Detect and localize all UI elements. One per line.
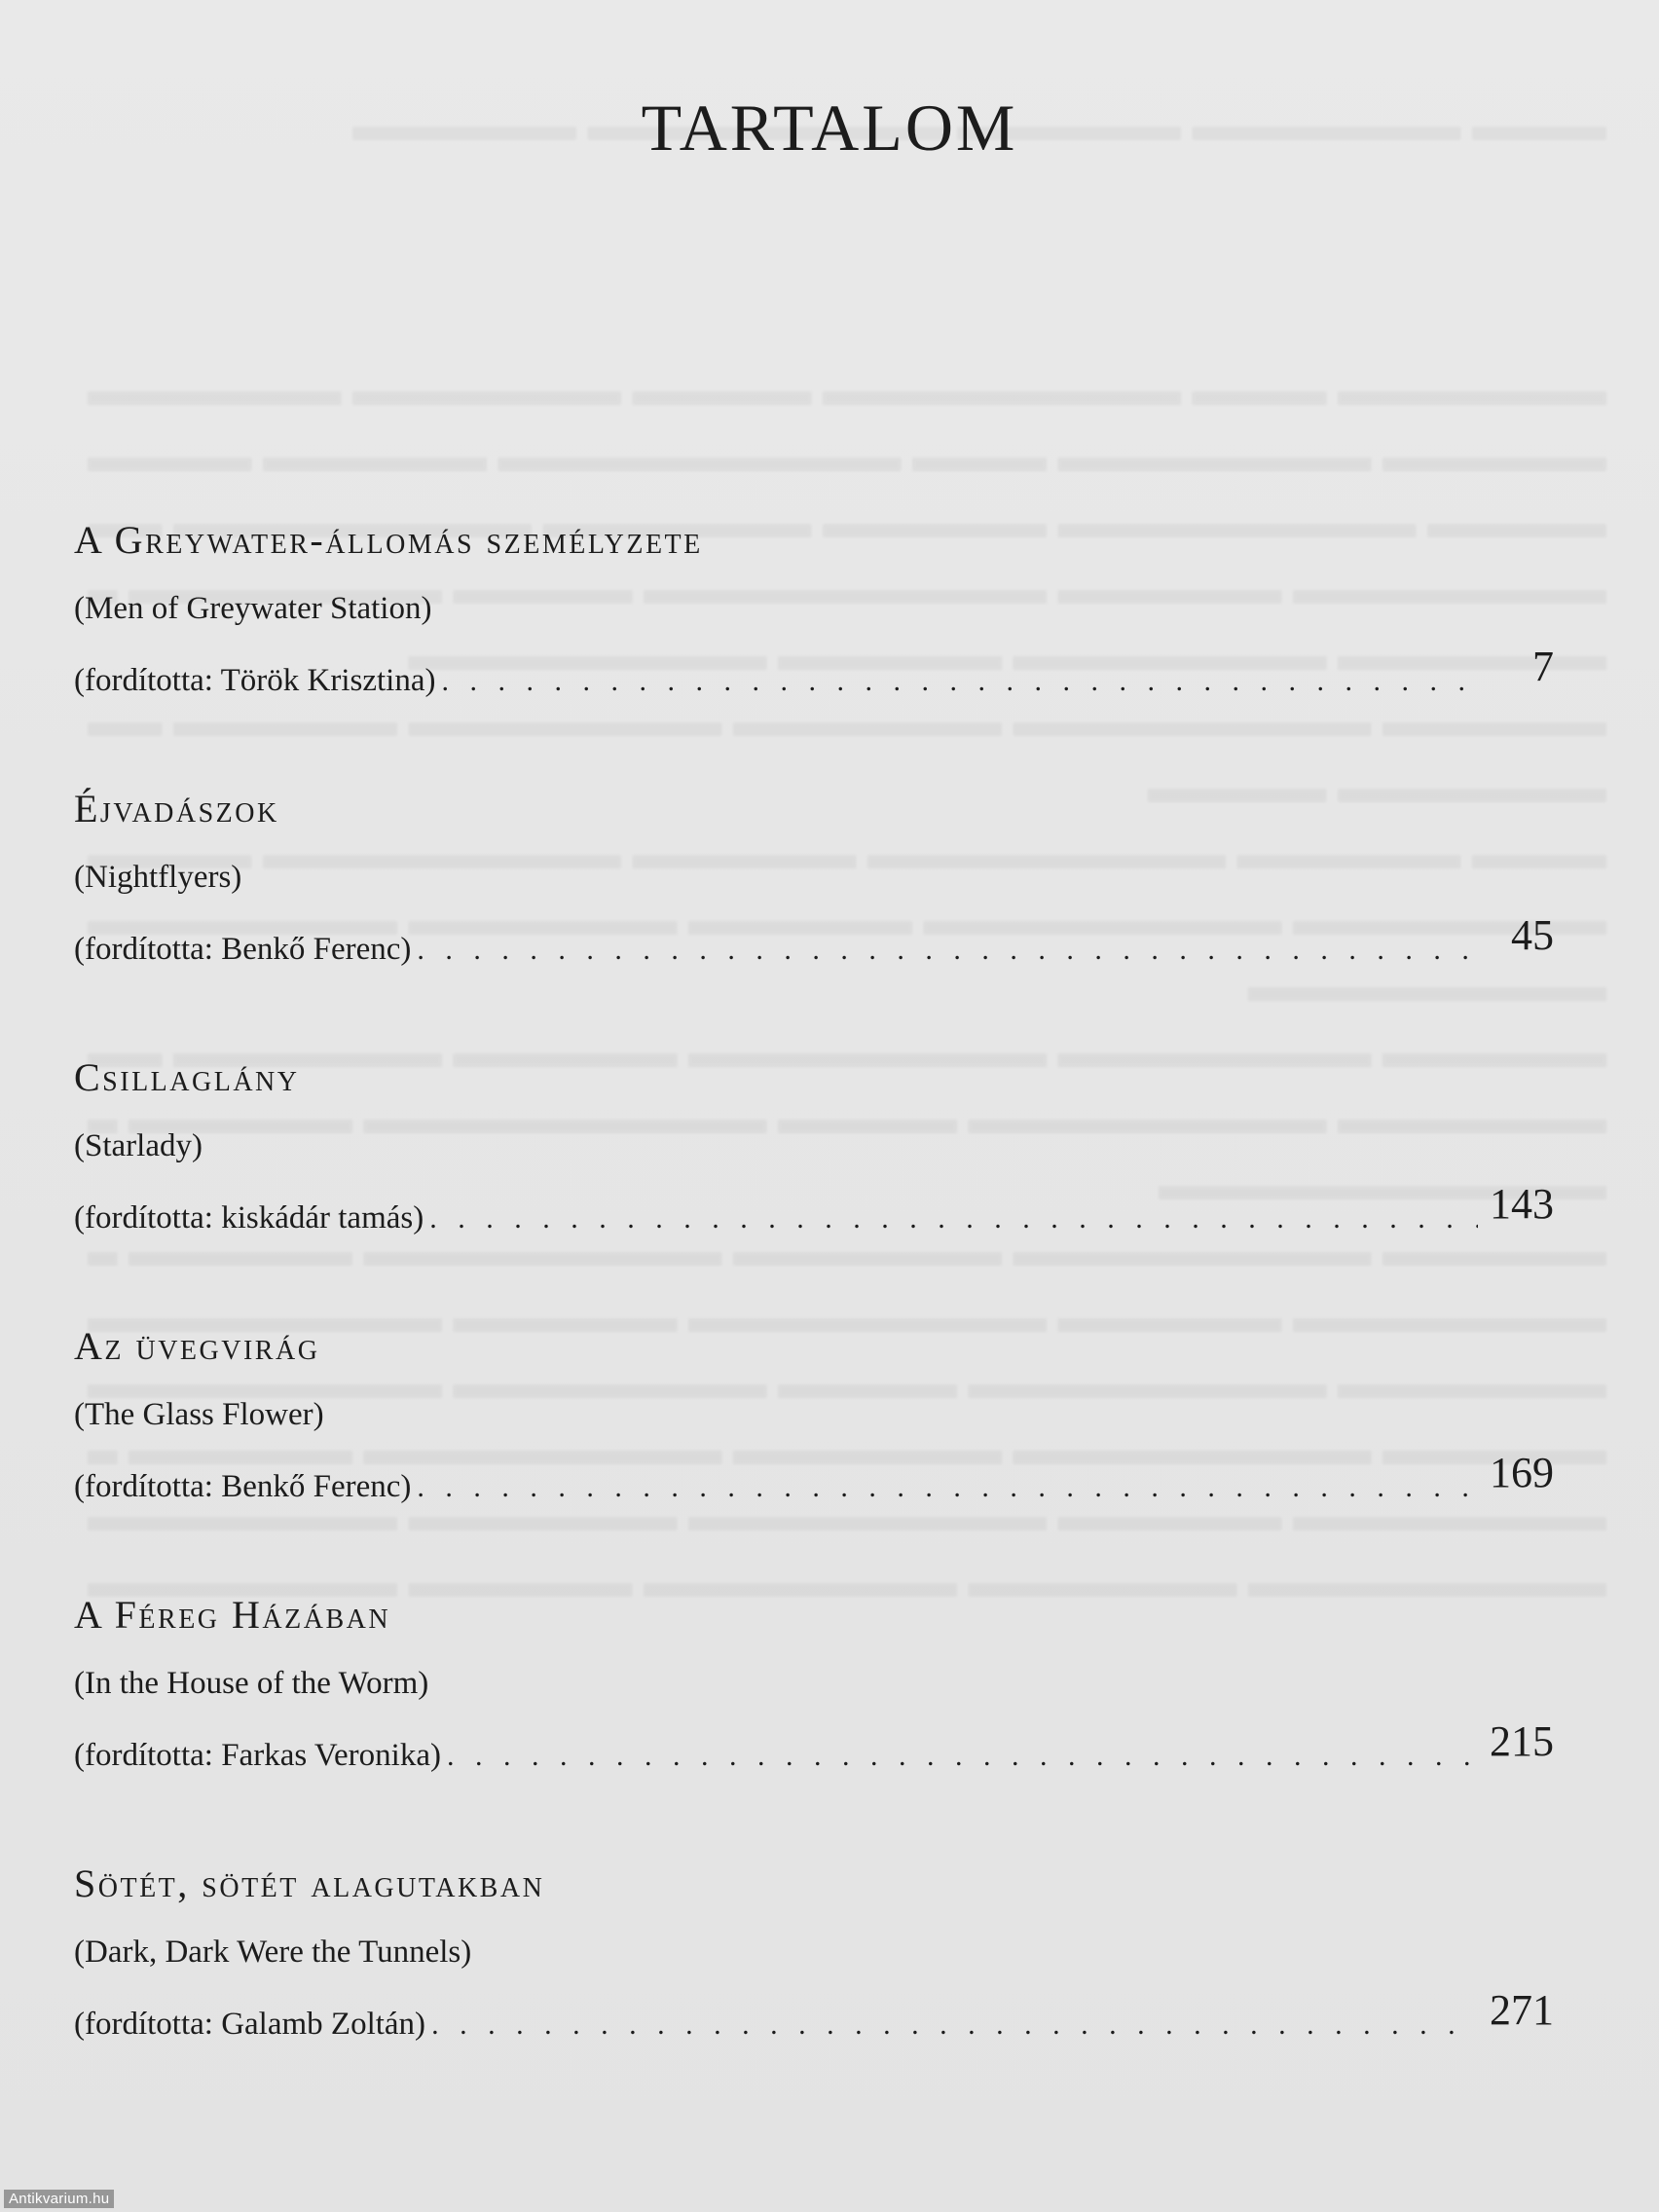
toc-entry-page-number: 169 — [1490, 1449, 1554, 1496]
toc-entry-line — [74, 1717, 1554, 1786]
dot-leader — [429, 1185, 1478, 1253]
toc-entry-translator: (fordította: Galamb Zoltán) — [74, 2007, 426, 2042]
dot-leader — [441, 647, 1478, 716]
toc-entry-line — [74, 1449, 1554, 1517]
toc-entry-translator: (fordította: Benkő Ferenc) — [74, 1469, 412, 1504]
toc-entry-page-number: 215 — [1490, 1717, 1554, 1765]
toc-entry-line — [74, 911, 1554, 979]
toc-entry-title: A Greywater-állomás személyzete — [74, 518, 703, 562]
toc-entry[interactable] — [74, 1044, 1554, 1312]
toc-entry-page-number: 45 — [1511, 911, 1554, 959]
toc-entry-title: A Féreg Házában — [74, 1593, 391, 1637]
toc-entry-page-number: 7 — [1532, 643, 1554, 690]
toc-entry-translator: (fordította: kiskádár tamás) — [74, 1200, 424, 1235]
toc-entry[interactable] — [74, 1581, 1554, 1850]
page-title: TARTALOM — [641, 91, 1018, 165]
toc-entry[interactable] — [74, 775, 1554, 1044]
watermark: Antikvarium.hu — [4, 2190, 114, 2208]
toc-entry-title: Éjvadászok — [74, 787, 279, 830]
toc-entry-original-title: (Nightflyers) — [74, 860, 242, 895]
toc-entry-title: Sötét, sötét alagutakban — [74, 1862, 545, 1905]
toc-entry-original-title: (Men of Greywater Station) — [74, 591, 432, 626]
table-of-contents — [74, 506, 1554, 2119]
toc-entry-translator: (fordította: Török Krisztina) — [74, 663, 436, 698]
toc-entry-page-number: 271 — [1490, 1986, 1554, 2034]
toc-entry-translator: (fordította: Farkas Veronika) — [74, 1738, 441, 1773]
dot-leader — [417, 916, 1478, 984]
dot-leader — [431, 1991, 1478, 2059]
toc-entry[interactable] — [74, 1850, 1554, 2119]
toc-entry-line — [74, 643, 1554, 711]
toc-entry-title: Az üvegvirág — [74, 1324, 320, 1368]
toc-entry-line — [74, 1986, 1554, 2054]
toc-entry[interactable] — [74, 1312, 1554, 1581]
toc-entry-original-title: (Dark, Dark Were the Tunnels) — [74, 1935, 472, 1970]
toc-entry[interactable] — [74, 506, 1554, 775]
toc-entry-original-title: (In the House of the Worm) — [74, 1666, 429, 1701]
toc-entry-title: Csillaglány — [74, 1055, 300, 1099]
toc-entry-original-title: (Starlady) — [74, 1128, 203, 1163]
toc-entry-translator: (fordította: Benkő Ferenc) — [74, 932, 412, 967]
toc-entry-line — [74, 1180, 1554, 1248]
toc-entry-original-title: (The Glass Flower) — [74, 1397, 324, 1432]
dot-leader — [417, 1454, 1478, 1522]
dot-leader — [447, 1722, 1478, 1790]
toc-entry-page-number: 143 — [1490, 1180, 1554, 1228]
